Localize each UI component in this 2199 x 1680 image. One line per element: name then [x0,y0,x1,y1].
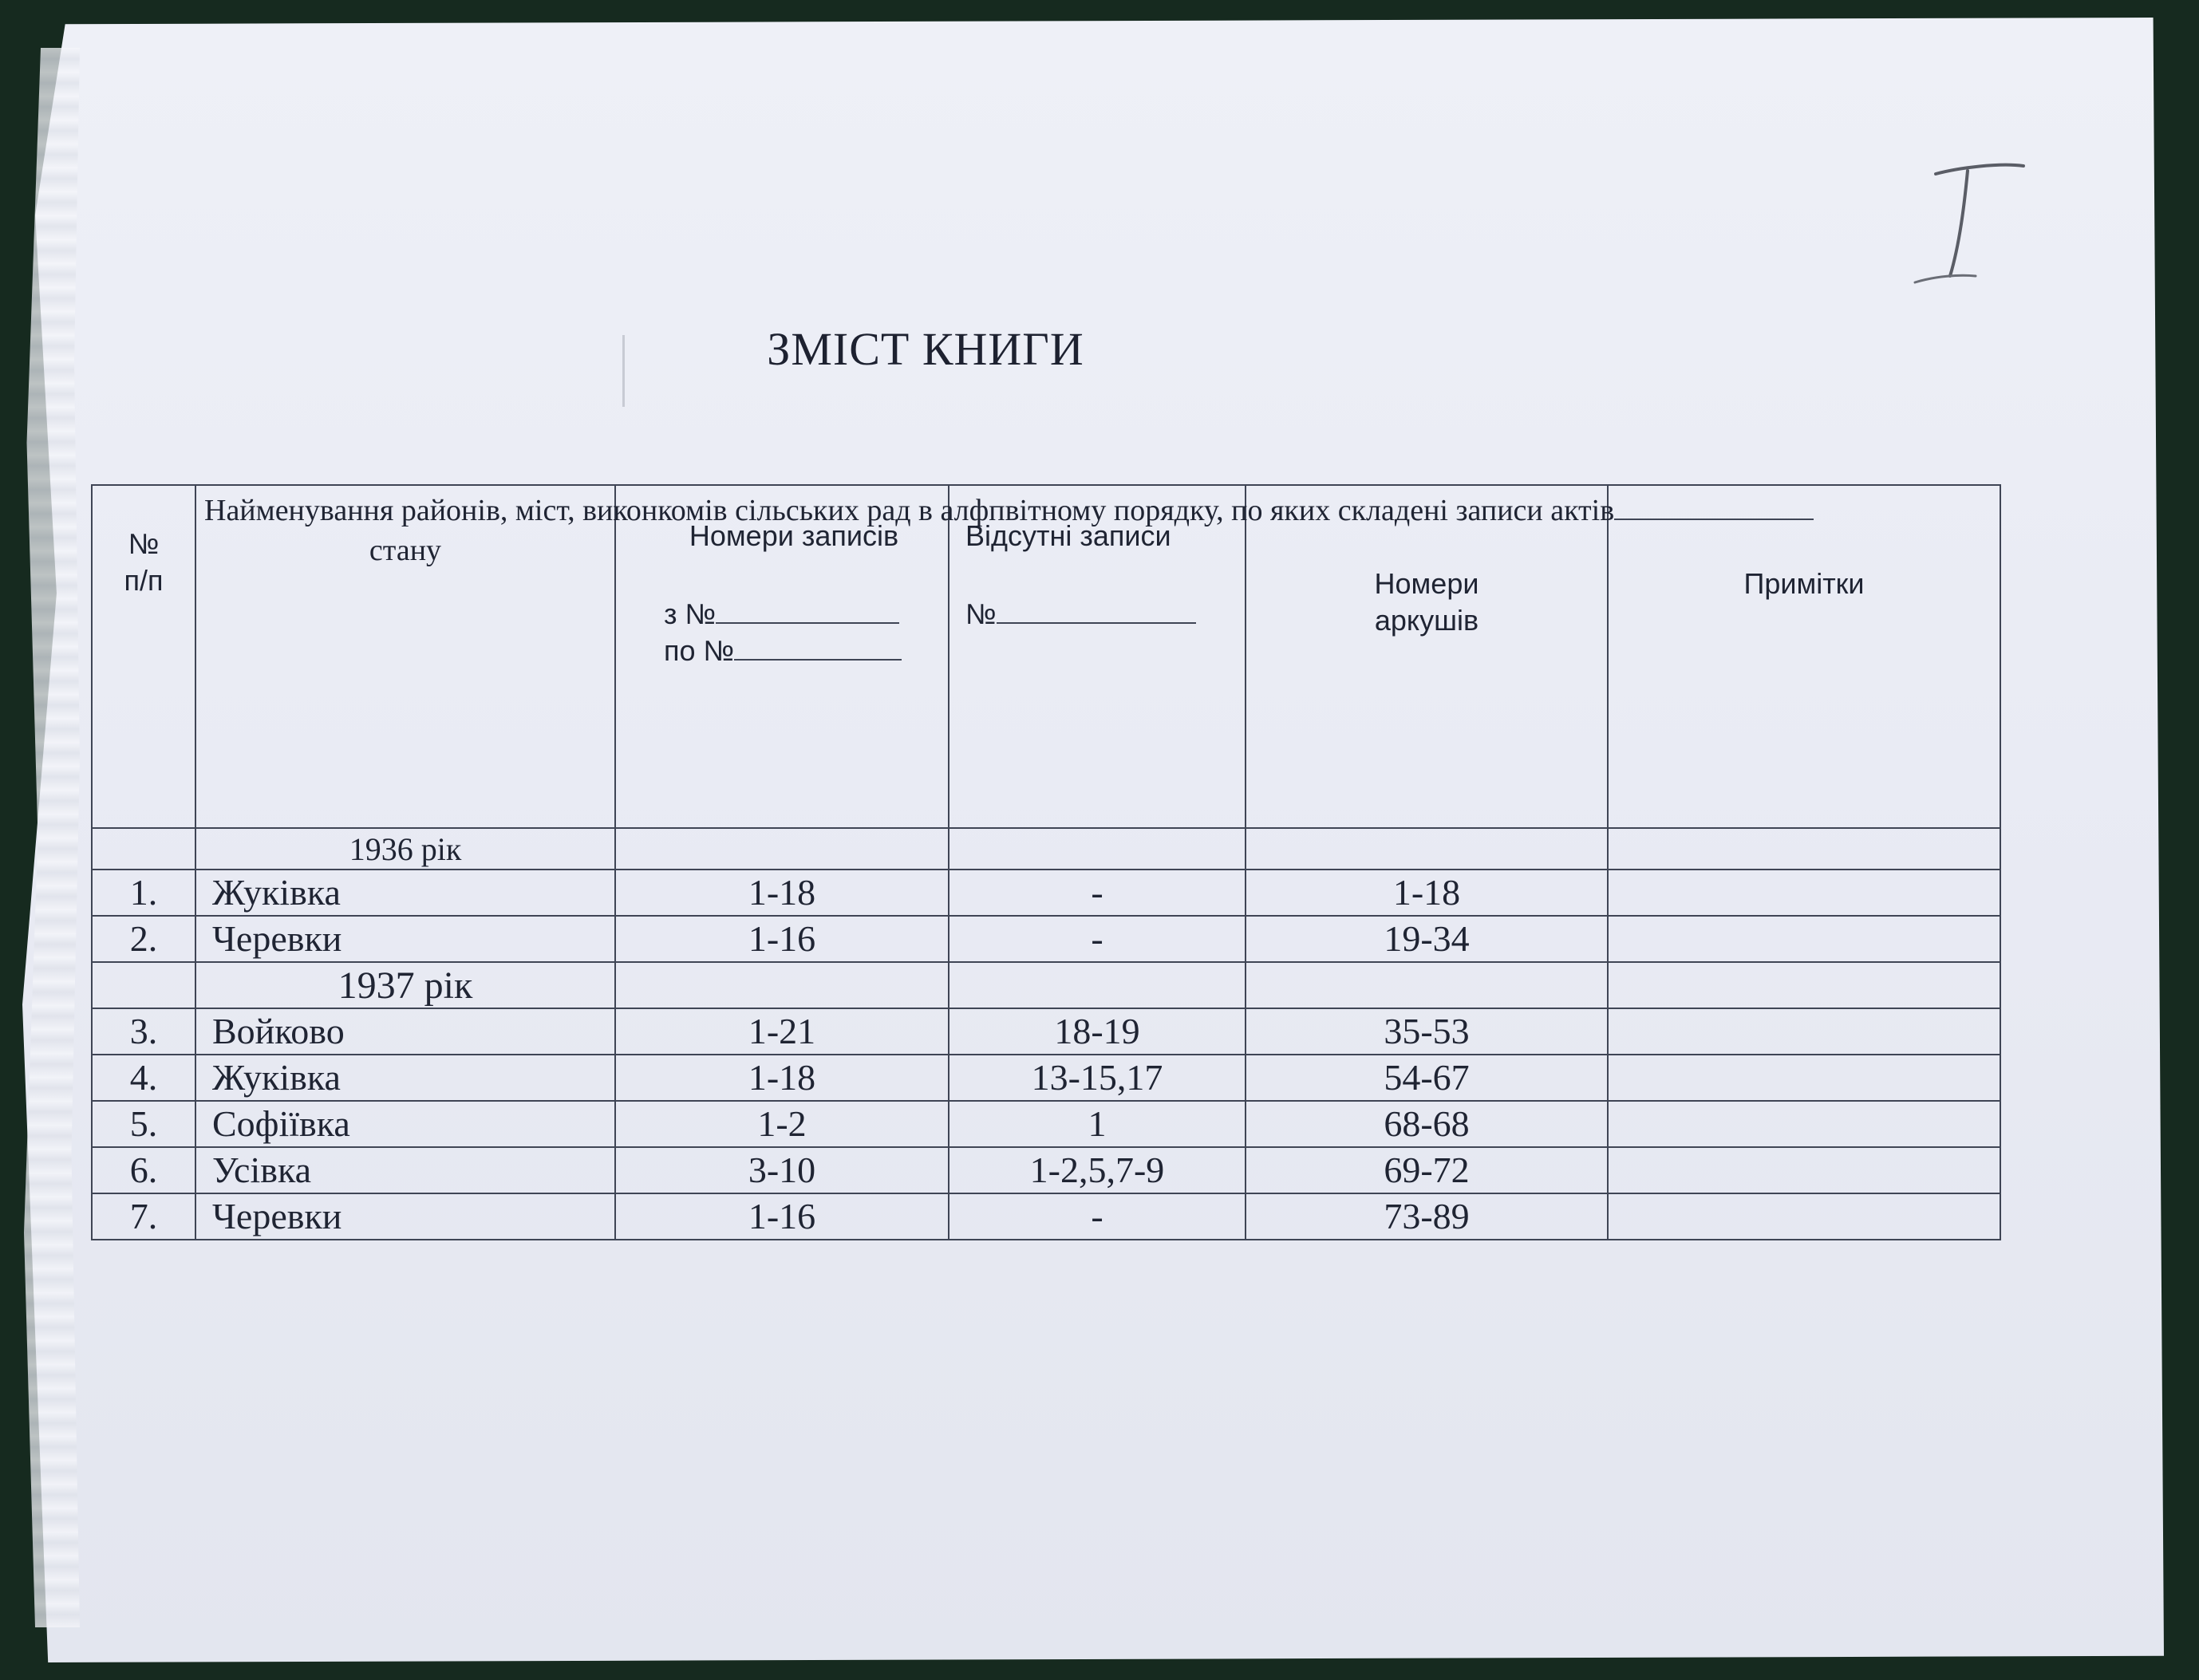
row-number: 2. [92,916,195,962]
table-row [92,1101,2000,1147]
sheet-range: 68-68 [1246,1101,1608,1147]
header-missing [949,485,1246,828]
place-name: Войково [195,1008,615,1055]
sheet-range: 69-72 [1246,1147,1608,1193]
missing-records: - [949,1193,1246,1240]
notes-cell [1608,1055,2000,1101]
record-range: 1-16 [615,1193,949,1240]
missing-records: - [949,870,1246,916]
header-name-suffix: стану [369,534,442,567]
records-to-label: по № [664,634,735,667]
row-number: 1. [92,870,195,916]
row-number: 5. [92,1101,195,1147]
notes-cell [1608,870,2000,916]
record-range: 1-21 [615,1008,949,1055]
place-name: Жуківка [195,1055,615,1101]
notes-cell [1608,1008,2000,1055]
blank-line [1614,495,1814,520]
page-title: ЗМІСТ КНИГИ [767,323,1084,375]
sheet-range: 73-89 [1246,1193,1608,1240]
missing-records: - [949,916,1246,962]
sheet-range: 54-67 [1246,1055,1608,1101]
place-name: Черевки [195,916,615,962]
place-name: Усівка [195,1147,615,1193]
header-records-label: Номери записів [689,519,899,552]
handwritten-mark [1912,156,2031,292]
records-from-label: з № [664,597,717,630]
place-name: Софіївка [195,1101,615,1147]
year-row-1936 [92,828,2000,870]
missing-records: 1-2,5,7-9 [949,1147,1246,1193]
record-range: 1-18 [615,1055,949,1101]
year-label: 1937 рік [195,962,615,1008]
table-row [92,1147,2000,1193]
contents-table [91,484,2001,1240]
header-sheets: Номери аркушів [1246,485,1608,828]
blank-line [734,635,902,661]
header-number: № п/п [92,485,195,828]
sheet-range: 1-18 [1246,870,1608,916]
table-row [92,1193,2000,1240]
sheet-range: 19-34 [1246,916,1608,962]
table-row [92,1055,2000,1101]
missing-records: 18-19 [949,1008,1246,1055]
notes-cell [1608,916,2000,962]
blank-line [997,598,1196,624]
missing-no-label: № [965,597,997,630]
table-row [92,1008,2000,1055]
record-range: 3-10 [615,1147,949,1193]
handwritten-letter-icon [1912,156,2031,292]
notes-cell [1608,1147,2000,1193]
place-name: Жуківка [195,870,615,916]
table-row [92,870,2000,916]
header-records [615,485,949,828]
year-row-1937 [92,962,2000,1008]
record-range: 1-18 [615,870,949,916]
notes-cell [1608,1193,2000,1240]
row-number: 3. [92,1008,195,1055]
row-number: 7. [92,1193,195,1240]
blank-line [716,598,899,624]
row-number: 6. [92,1147,195,1193]
year-label: 1936 рік [195,828,615,870]
place-name: Черевки [195,1193,615,1240]
missing-records: 13-15,17 [949,1055,1246,1101]
torn-binding-edge [24,48,80,1627]
table-header-row [92,485,2000,828]
header-name-text: Найменування районів, міст, виконкомів сільських рад в алфпвітному порядку, по яких складені записи актів [204,494,1615,527]
notes-cell [1608,1101,2000,1147]
header-notes: Примітки [1608,485,2000,828]
header-missing-label: Відсутні записи [965,519,1171,552]
missing-records: 1 [949,1101,1246,1147]
record-range: 1-2 [615,1101,949,1147]
sheet-range: 35-53 [1246,1008,1608,1055]
record-range: 1-16 [615,916,949,962]
row-number: 4. [92,1055,195,1101]
table-row [92,916,2000,962]
